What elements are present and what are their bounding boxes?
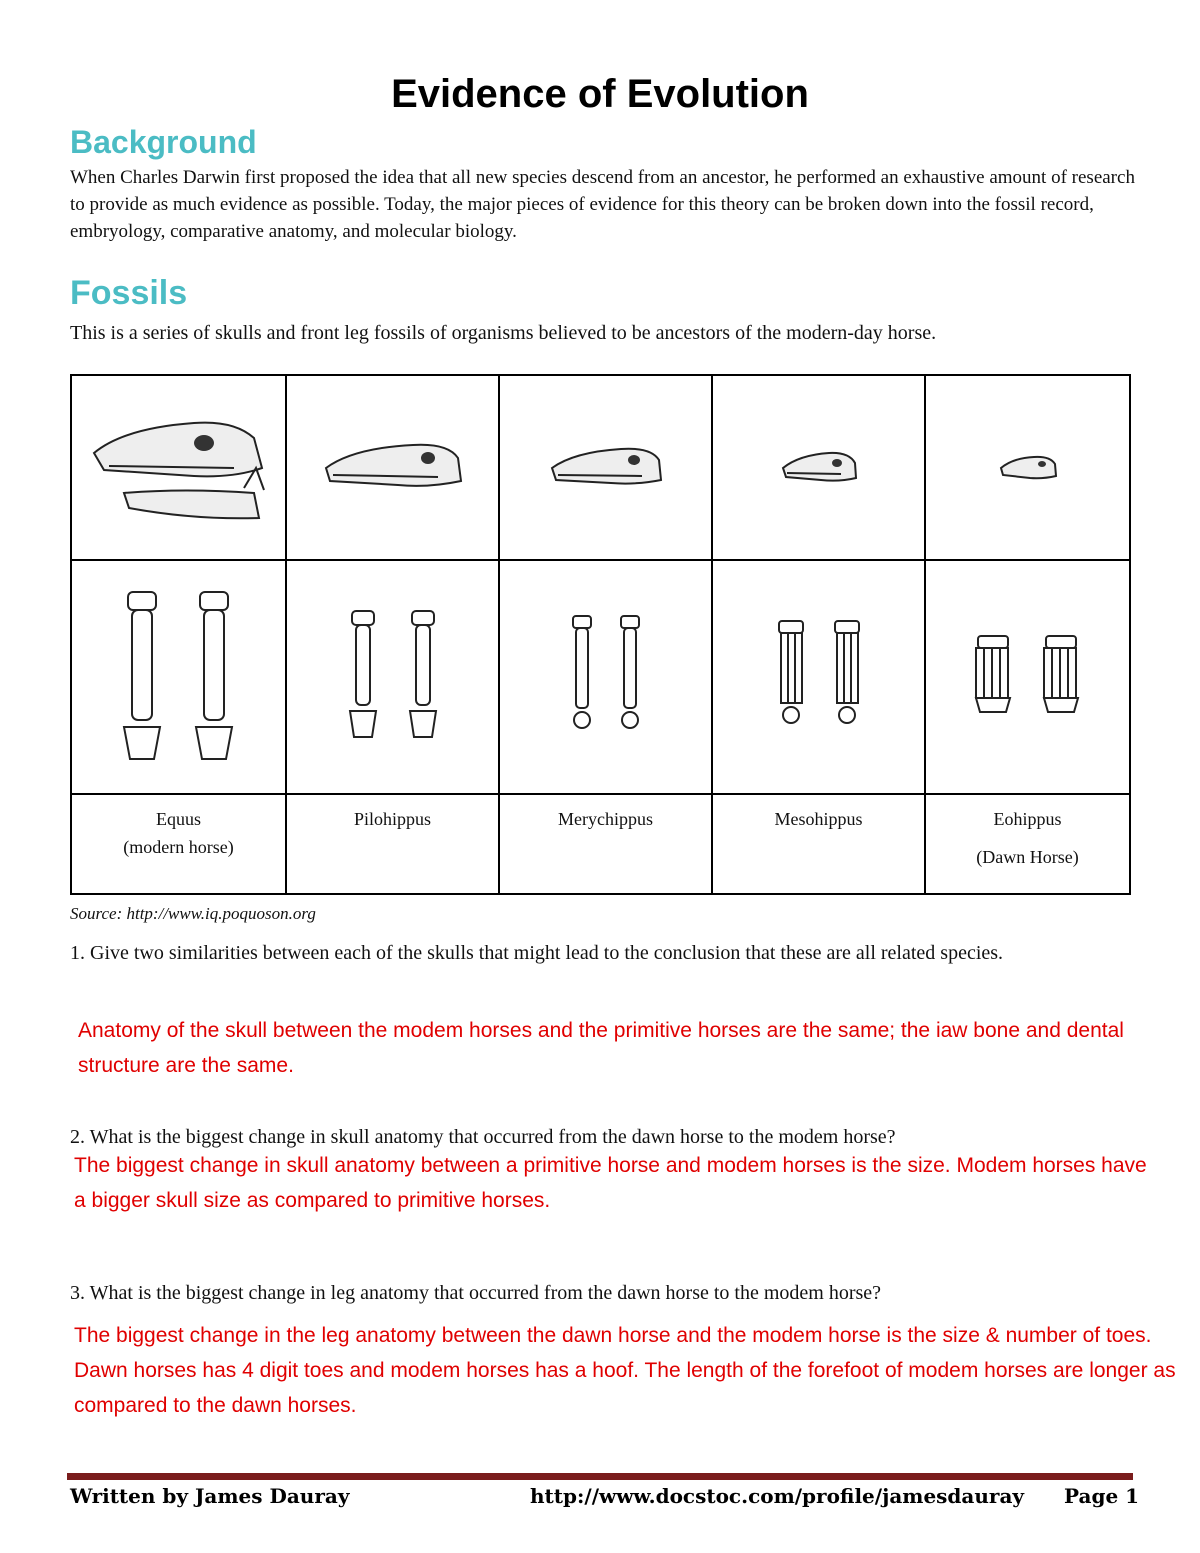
species-name: Eohippus [993, 809, 1062, 829]
leg-mesohippus-image [769, 617, 869, 737]
species-name-row [71, 794, 1130, 894]
answer-1: Anatomy of the skull between the modem horses and the primitive horses are the same; the iaw bone and dental structure are the same. [78, 1019, 1124, 1077]
skull-pilohippus-image [318, 433, 468, 503]
fossil-source: Source: http://www.iq.poquoson.org [70, 904, 316, 923]
species-name: Equus [156, 809, 201, 829]
skull-merychippus-image [546, 438, 666, 498]
fossil-table [70, 374, 1131, 895]
species-name: Mesohippus [774, 809, 863, 829]
fossils-heading: Fossils [70, 274, 188, 312]
leg-equus-image [114, 587, 244, 767]
question-2: 2. What is the biggest change in skull anatomy that occurred from the dawn horse to the modem horse? [70, 1126, 896, 1148]
species-note: (Dawn Horse) [976, 847, 1079, 867]
leg-cell-mesohippus [712, 560, 925, 794]
skull-eohippus-image [998, 450, 1058, 485]
skull-cell-mesohippus [712, 375, 925, 560]
background-text: When Charles Darwin first proposed the idea that all new species descend from an ancestor, he performed an exhaustive amount of research to provide as much evidence as possible. Today, the major pieces of evidence for this theory can be broken down into the fossil record, embryology, comparative anatomy, and molecular biology. [70, 167, 1135, 242]
species-cell-equus [71, 794, 286, 894]
answer-3: The biggest change in the leg anatomy between the dawn horse and the modem horse is the size & number of toes. Dawn horses has 4 digit toes and modem horses has a hoof. The length of the forefoot of modem horses are longer as compared to the dawn horses. [74, 1324, 1176, 1417]
species-cell-pilohippus [286, 794, 499, 894]
question-3: 3. What is the biggest change in leg anatomy that occurred from the dawn horse to the modem horse? [70, 1282, 882, 1304]
species-note: (modern horse) [123, 837, 234, 857]
species-cell-mesohippus [712, 794, 925, 894]
answer-2: The biggest change in skull anatomy between a primitive horse and modem horses is the size. Modem horses have a bigger skull size as compared to primitive horses. [74, 1154, 1147, 1212]
footer-page-number: Page 1 [1064, 1484, 1140, 1508]
footer-url[interactable]: http://www.docstoc.com/profile/jamesdauray [530, 1484, 1025, 1508]
leg-cell-merychippus [499, 560, 712, 794]
species-name: Merychippus [558, 809, 653, 829]
skull-mesohippus-image [779, 443, 859, 493]
leg-cell-pilohippus [286, 560, 499, 794]
leg-row [71, 560, 1130, 794]
skull-cell-eohippus [925, 375, 1130, 560]
skull-cell-pilohippus [286, 375, 499, 560]
skull-row [71, 375, 1130, 560]
fossils-intro: This is a series of skulls and front leg fossils of organisms believed to be ancestors of the modern-day horse. [70, 322, 937, 344]
species-name: Pilohippus [353, 809, 432, 829]
leg-eohippus-image [968, 632, 1088, 722]
question-1: 1. Give two similarities between each of the skulls that might lead to the conclusion that these are all related species. [70, 942, 1004, 964]
page-title: Evidence of Evolution [391, 72, 809, 116]
skull-cell-merychippus [499, 375, 712, 560]
skull-cell-equus [71, 375, 286, 560]
skull-equus-image [84, 408, 274, 528]
leg-merychippus-image [561, 612, 651, 742]
leg-pilohippus-image [338, 607, 448, 747]
footer-divider [67, 1473, 1133, 1480]
leg-cell-equus [71, 560, 286, 794]
background-heading: Background [70, 124, 257, 160]
species-cell-eohippus [925, 794, 1130, 894]
leg-cell-eohippus [925, 560, 1130, 794]
footer-author: Written by James Dauray [70, 1484, 350, 1508]
species-cell-merychippus [499, 794, 712, 894]
